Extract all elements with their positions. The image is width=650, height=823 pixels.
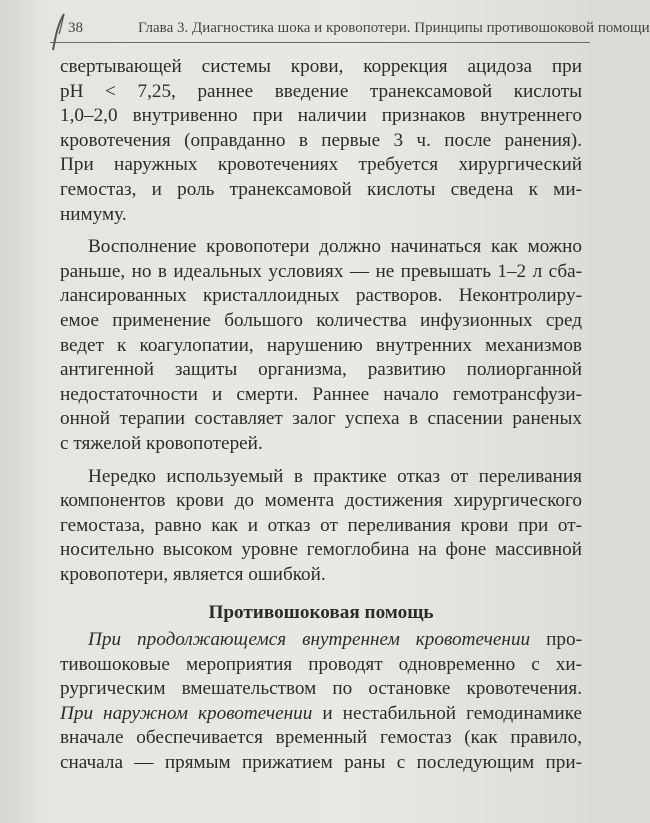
text-line: рургическим вмешательством по остановке кровотечения. <box>60 678 582 700</box>
text-line: антигенной защиты организма, развитию полиорганной <box>60 359 582 381</box>
text-line: гемостаза, равно как и отказ от переливания крови при от- <box>60 514 582 536</box>
text-line: нимуму. <box>60 203 127 225</box>
text-line: вначале обеспечивается временный гемостаз (как правило, <box>60 727 582 749</box>
page-number: 38 <box>68 20 83 36</box>
running-title: Глава 3. Диагностика шока и кровопотери. Принципы противошоковой помощи <box>138 20 650 36</box>
text-line <box>60 628 582 653</box>
text-line: При наружных кровотечениях требуется хирургический <box>60 154 582 176</box>
italic-phrase: При наружном кровотечении <box>60 702 313 724</box>
paragraph-2 <box>60 235 582 456</box>
text-line: компонентов крови до момента достижения хирургического <box>60 490 582 512</box>
text-line: сначала — прямым прижатием раны с последующим при- <box>60 752 582 774</box>
italic-phrase: При продолжающемся внутреннем кровотечении <box>88 629 531 651</box>
text-line: Восполнение кровопотери должно начинаться как можно <box>88 236 582 258</box>
text-line: кровотечения (оправданно в первые 3 ч. после ранения). <box>60 129 582 151</box>
text-line: свертывающей системы крови, коррекция ацидоза при <box>60 56 582 77</box>
text-line: носительно высоком уровне гемоглобина на фоне массивной <box>60 539 582 561</box>
text-span: про- <box>530 629 582 651</box>
text-line: раньше, но в идеальных условиях — не превышать 1–2 л сба- <box>60 260 582 282</box>
text-line: недостаточности и смерти. Раннее начало гемотрансфузи- <box>60 383 582 405</box>
text-line: тивошоковые мероприятия проводят одновременно с хи- <box>60 653 582 675</box>
paragraph-3 <box>60 465 582 588</box>
text-line <box>60 702 582 727</box>
paragraph-4 <box>60 628 582 776</box>
text-line: онной терапии составляет залог успеха в спасении раненых <box>60 408 582 430</box>
text-line: лансированных кристаллоидных растворов. Неконтролиру- <box>60 285 582 307</box>
paragraph-1 <box>60 55 582 227</box>
page-corner-ornament-icon <box>50 12 68 52</box>
text-span: и нестабильной гемодинамике <box>312 702 582 724</box>
running-header <box>50 16 650 43</box>
body-text <box>60 55 582 776</box>
text-line: 1,0–2,0 внутривенно при наличии признаков внутреннего <box>60 105 582 127</box>
text-line: pH < 7,25, раннее введение транексамовой кислоты <box>60 80 582 102</box>
text-line: емое применение большого количества инфузионных сред <box>60 309 582 331</box>
text-line: кровопотери, является ошибкой. <box>60 563 326 585</box>
section-heading: Противошоковая помощь <box>208 602 434 624</box>
text-line: ведет к коагулопатии, нарушению внутренних механизмов <box>60 334 582 356</box>
text-line: с тяжелой кровопотерей. <box>60 432 263 454</box>
text-line: Нередко используемый в практике отказ от переливания <box>88 465 582 487</box>
text-line: гемостаз, и роль транексамовой кислоты сведена к ми- <box>60 178 582 200</box>
